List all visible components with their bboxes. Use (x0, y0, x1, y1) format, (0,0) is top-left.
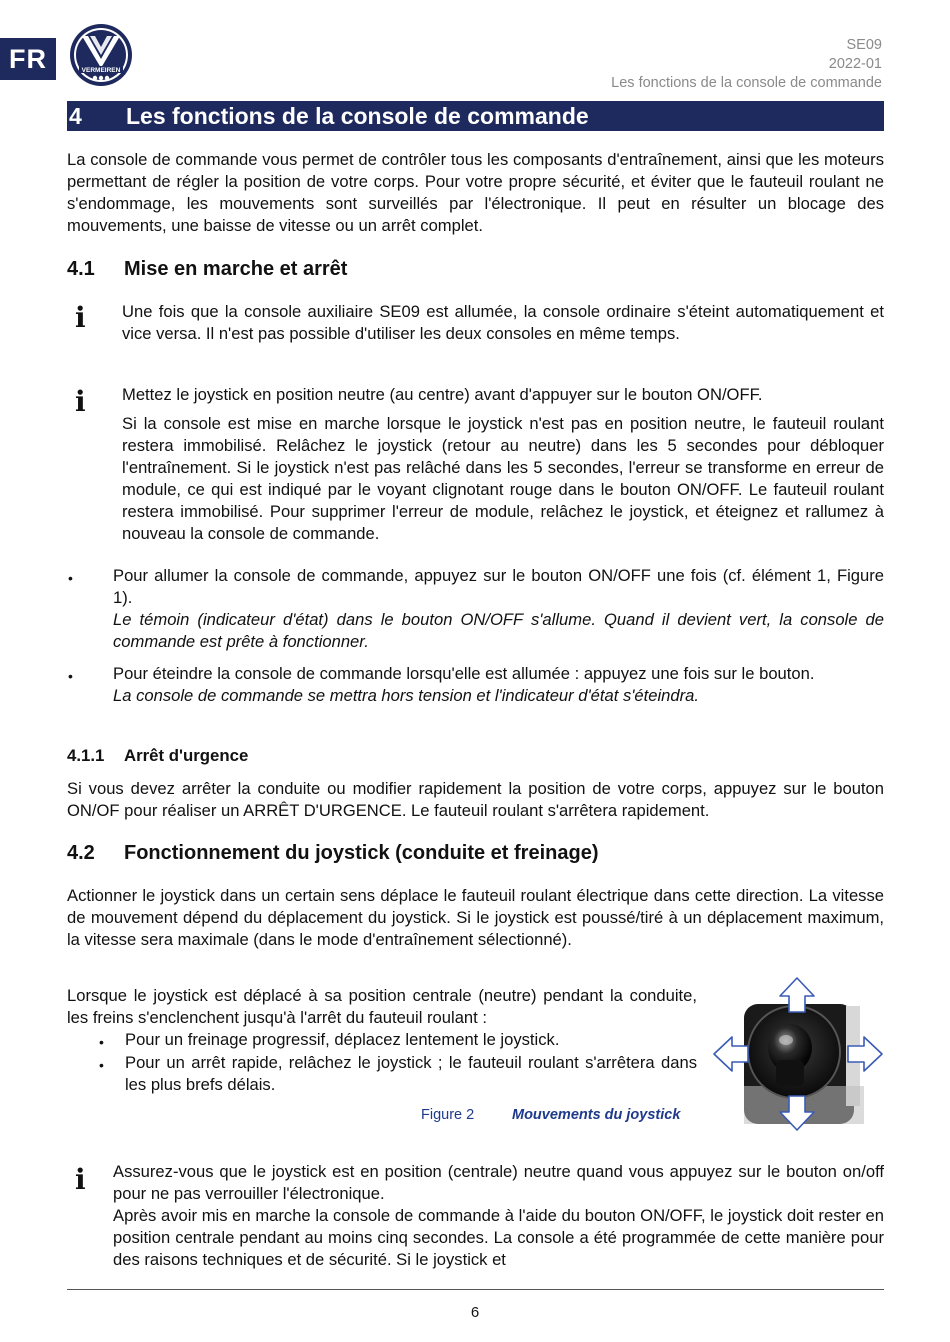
section-number: 4.1 (67, 258, 95, 280)
list-item-text: Pour allumer la console de commande, appuyez sur le bouton ON/OFF une fois (cf. élément 1, Figure 1). (113, 566, 884, 607)
info-icon: i (75, 1163, 86, 1196)
bullet-marker: • (68, 668, 73, 684)
info-note-1: Une fois que la console auxiliaire SE09 est allumée, la console ordinaire s'éteint automatiquement et vice versa. Il n'est pas possible d'utiliser les deux consoles en même temps. (122, 302, 884, 343)
chapter-number: 4 (69, 102, 82, 129)
vermeiren-logo (68, 22, 134, 88)
logo-text: VERMEIREN (81, 67, 121, 74)
bullet-marker: • (68, 570, 73, 586)
emergency-stop-paragraph: Si vous devez arrêter la conduite ou modifier rapidement la position de votre corps, appuyez sur le bouton ON/OF pour réaliser un ARRÊT D'URGENCE. Le fauteuil roulant s'arrêtera rapidement. (67, 779, 884, 820)
section-heading-4-2 (67, 842, 598, 865)
info-icon: i (75, 301, 86, 334)
joystick-paragraph-2: Lorsque le joystick est déplacé à sa position centrale (neutre) pendant la conduite, les freins s'enclenchent jusqu'à l'arrêt du fauteuil roulant : (67, 986, 697, 1027)
info-note-3-lead: Assurez-vous que le joystick est en position (centrale) neutre quand vous appuyez sur le bouton on/off pour ne pas verrouiller l'électronique. (113, 1162, 884, 1203)
section-title: Fonctionnement du joystick (conduite et freinage) (124, 842, 599, 864)
list-item-text: Pour éteindre la console de commande lorsqu'elle est allumée : appuyez une fois sur le bouton. (113, 664, 815, 683)
info-icon: i (75, 385, 86, 418)
arrow-left-icon (714, 1037, 748, 1071)
figure-number: Figure 2 (421, 1107, 475, 1123)
list-item: Pour un arrêt rapide, relâchez le joystick ; le fauteuil roulant s'arrêtera dans les plus brefs délais. (125, 1053, 697, 1094)
list-item: Pour un freinage progressif, déplacez lentement le joystick. (125, 1030, 560, 1049)
running-title: Les fonctions de la console de commande (611, 75, 882, 91)
section-number: 4.2 (67, 842, 95, 864)
footer-rule (67, 1289, 884, 1290)
running-header (611, 36, 882, 93)
bullet-marker: • (99, 1034, 104, 1050)
section-title: Mise en marche et arrêt (124, 258, 348, 280)
section-title: Arrêt d'urgence (124, 746, 249, 765)
section-heading-4-1-1 (67, 746, 248, 766)
joystick-illustration (712, 976, 884, 1132)
info-note-2-lead: Mettez le joystick en position neutre (au centre) avant d'appuyer sur le bouton ON/OFF. (122, 385, 763, 404)
info-note-3-body: Après avoir mis en marche la console de commande à l'aide du bouton ON/OFF, le joystick doit rester en position centrale pendant au moins cinq secondes. La console a été programmée de cette manière pour des raisons techniques et de sécurité. Si le joystick et (113, 1206, 884, 1269)
doc-date: 2022-01 (828, 56, 882, 72)
chapter-title: Les fonctions de la console de commande (126, 102, 589, 129)
joystick-paragraph-1: Actionner le joystick dans un certain sens déplace le fauteuil roulant électrique dans cette direction. La vitesse de mouvement dépend du déplacement du joystick. Si le joystick est poussé/tiré à un déplacement maximum, la vitesse sera maximale (dans le mode d'entraînement sélectionné). (67, 886, 884, 949)
list-item-result: Le témoin (indicateur d'état) dans le bouton ON/OFF s'allume. Quand il devient vert, la console de commande est prête à fonctionner. (113, 610, 884, 651)
figure-title: Mouvements du joystick (512, 1107, 681, 1123)
language-tab: FR (0, 38, 56, 80)
chapter-heading (67, 101, 884, 131)
info-note-3 (113, 1161, 884, 1271)
list-item-result: La console de commande se mettra hors tension et l'indicateur d'état s'éteindra. (113, 686, 700, 705)
section-number: 4.1.1 (67, 746, 105, 765)
page-number: 6 (470, 1304, 480, 1321)
list-item (113, 663, 884, 707)
list-item (113, 565, 884, 653)
section-heading-4-1 (67, 258, 347, 281)
figure-caption (421, 1107, 681, 1123)
info-note-2-body: Si la console est mise en marche lorsque le joystick n'est pas en position neutre, le fauteuil roulant restera immobilisé. Relâchez le joystick (retour au neutre) dans les 5 secondes pour débloquer l'entraînement. Si le joystick n'est pas relâché dans les 5 secondes, l'erreur se transforme en erreur de module, ce qui est indiqué par le voyant clignotant rouge dans le bouton ON/OFF. Le fauteuil roulant restera immobilisé. Pour supprimer l'erreur de module, relâchez le joystick, et éteignez et rallumez à nouveau la console de commande. (122, 414, 884, 543)
intro-paragraph: La console de commande vous permet de contrôler tous les composants d'entraînement, ainsi que les moteurs permettant de régler la position de votre corps. Pour votre propre sécurité, et éviter que le fauteuil roulant ne s'endommage, les mouvements sont surveillés par l'électronique. Il peut en résulter un blocage des mouvements, une baisse de vitesse ou un arrêt complet. (67, 150, 884, 235)
doc-code: SE09 (846, 37, 882, 53)
bullet-marker: • (99, 1057, 104, 1073)
